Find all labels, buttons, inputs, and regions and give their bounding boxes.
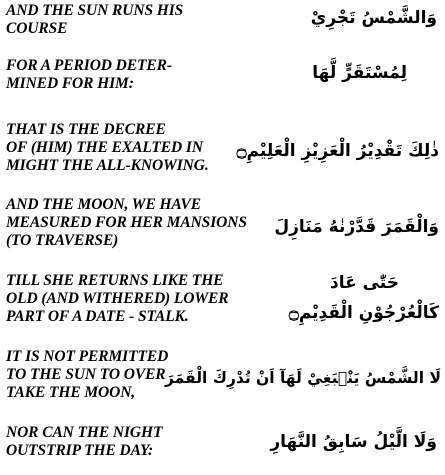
verse-2-english-line-2: MINED FOR HIM: — [6, 75, 134, 92]
verse-7-english-line-1: NOR CAN THE NIGHT — [6, 424, 163, 441]
verse-5-arabic-line-2: كَالْعُرْجُوْنِ الْقَدِيْمِ۝ — [288, 303, 439, 323]
verse-1-arabic: وَالشَّمْسُ تَجْرِيْ — [310, 8, 437, 28]
verse-7-arabic: وَلَا الَّيْلُ سَابِقُ النَّهَارِ — [270, 432, 437, 452]
verse-6-arabic: لَا الشَّمْسُ يَنْۢبَغِيْ لَهَآ اَنْ تُدْرِكَ الْقَمَرَ — [165, 369, 441, 387]
verse-5-english-line-2: OLD (AND WITHERED) LOWER — [6, 290, 229, 307]
verse-6-english — [6, 348, 168, 402]
verse-3-english — [6, 121, 209, 175]
verse-5-english — [6, 272, 229, 326]
verse-4-english — [6, 196, 247, 250]
verse-6-english-line-2: TO THE SUN TO OVER — [6, 366, 166, 383]
verse-1-english — [6, 2, 183, 38]
verse-4-english-line-1: AND THE MOON, WE HAVE — [6, 196, 201, 213]
verse-3-english-line-1: THAT IS THE DECREE — [6, 121, 166, 138]
verse-3-english-line-2: OF (HIM) THE EXALTED IN — [6, 139, 203, 156]
verse-2-arabic: لِمُسْتَقَرٍّ لَّهَا — [312, 63, 407, 83]
verse-4-arabic: وَالْقَمَرَ قَدَّرْنٰهُ مَنَازِلَ — [274, 217, 439, 237]
verse-2-english-line-1: FOR A PERIOD DETER- — [6, 57, 172, 74]
verse-4-english-line-3: (TO TRAVERSE) — [6, 232, 119, 249]
verse-5-english-line-3: PART OF A DATE - STALK. — [6, 308, 189, 325]
verse-1-english-line-2: COURSE — [6, 20, 68, 37]
verse-1-english-line-1: AND THE SUN RUNS HIS — [6, 2, 184, 19]
verse-6-english-line-3: TAKE THE MOON, — [6, 384, 136, 401]
verse-4-english-line-2: MEASURED FOR HER MANSIONS — [6, 214, 247, 231]
verse-5-english-line-1: TILL SHE RETURNS LIKE THE — [6, 272, 224, 289]
verse-7-english — [6, 424, 162, 460]
verse-5-arabic-line-1: حَتّٰى عَادَ — [329, 273, 399, 293]
verse-3-english-line-3: MIGHT THE ALL-KNOWING. — [6, 157, 209, 174]
verse-2-english — [6, 57, 172, 93]
verse-7-english-line-2: OUTSTRIP THE DAY: — [6, 442, 154, 459]
verse-6-english-line-1: IT IS NOT PERMITTED — [6, 348, 169, 365]
verse-3-arabic: ذٰلِكَ تَقْدِيْرُ الْعَزِيْزِ الْعَلِيْمِ۝ — [236, 141, 439, 161]
